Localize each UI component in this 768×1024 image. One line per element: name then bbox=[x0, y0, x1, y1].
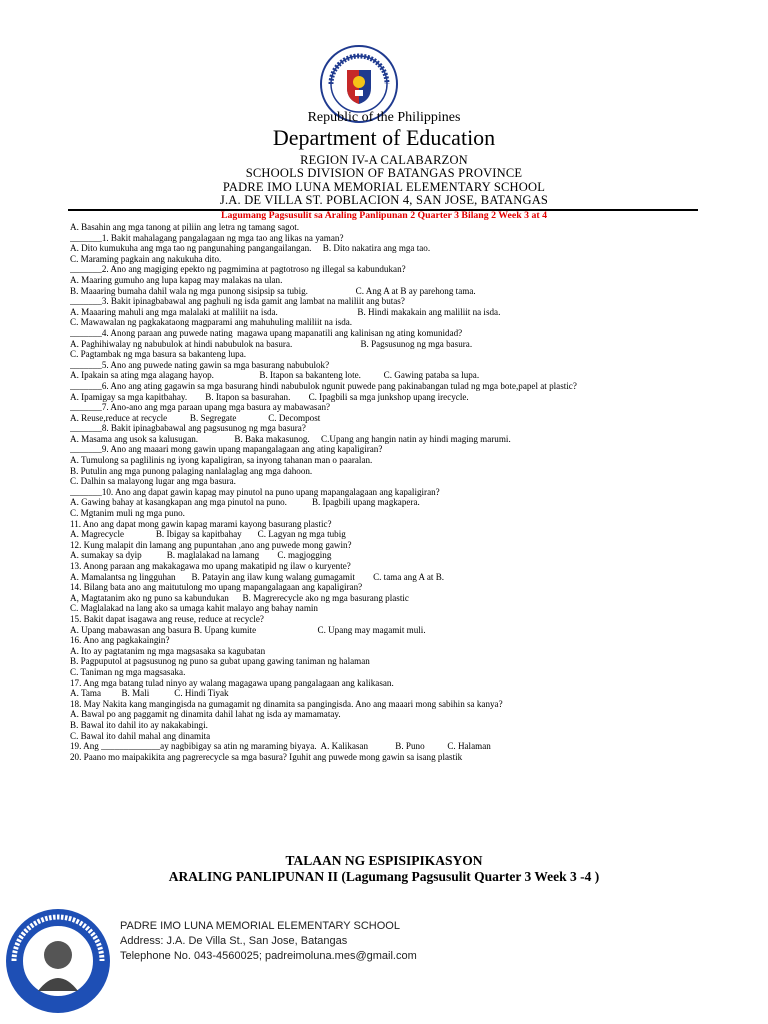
talaan-title: TALAAN NG ESPISIPIKASYON bbox=[285, 853, 483, 868]
quiz-line: A. Basahin ang mga tanong at piliin ang letra ng tamang sagot. bbox=[70, 222, 300, 232]
department-title: Department of Education bbox=[272, 125, 496, 150]
quiz-line: _______9. Ano ang maaari mong gawin upang mapangalagaan ang ating kapaligiran? bbox=[70, 444, 383, 455]
quiz-line: _______3. Bakit ipinagbabawal ang paghuli ng isda gamit ang lambat na maliliit ang butas? bbox=[70, 296, 405, 307]
footer-contact: Telephone No. 043-4560025; padreimoluna.mes@gmail.com bbox=[120, 950, 417, 962]
quiz-line: A. Ipamigay sa mga kapitbahay. B. Itapon sa basurahan. C. Ipagbili sa mga junkshop upang irecycle. bbox=[70, 391, 469, 402]
quiz-line: A. Gawing bahay at kasangkapan ang mga pinutol na puno. B. Ipagbili upang magkapera. bbox=[70, 497, 420, 508]
quiz-line: C. Mgtanim muli ng mga puno. bbox=[70, 508, 185, 519]
quiz-line: _______4. Anong paraan ang puwede nating magawa upang mapanatili ang kalinisan ng ating komunidad? bbox=[70, 327, 463, 338]
quiz-line: C. Maglalakad na lang ako sa umaga kahit malayo ang bahay namin bbox=[70, 603, 318, 614]
quiz-line: 16. Ano ang pagkakaingin? bbox=[70, 635, 170, 646]
quiz-line: B. Maaaring bumaha dahil wala ng mga punong sisipsip sa tubig. C. Ang A at B ay parehong tama. bbox=[70, 285, 476, 296]
quiz-line: C. Taniman ng mga magsasaka. bbox=[70, 666, 186, 677]
quiz-line: _______2. Ano ang magiging epekto ng pagmimina at pagtotroso ng illegal sa kabundukan? bbox=[70, 264, 406, 275]
quiz-line: C. Dalhin sa malayong lugar ang mga basura. bbox=[70, 476, 236, 487]
quiz-line: _______8. Bakit ipinagbabawal ang pagsusunog ng mga basura? bbox=[70, 423, 306, 434]
quiz-line: _______10. Ano ang dapat gawin kapag may pinutol na puno upang mapangalagaan ang kapaligiran? bbox=[70, 486, 440, 497]
quiz-line: A. Mamalantsa ng lingguhan B. Patayin ang ilaw kung walang gumagamit C. tama ang A at B. bbox=[70, 571, 445, 582]
quiz-line: _______1. Bakit mahalagang pangalagaan ng mga tao ang likas na yaman? bbox=[70, 232, 344, 243]
talaan-subtitle: ARALING PANLIPUNAN II (Lagumang Pagsusulit Quarter 3 Week 3 -4 ) bbox=[168, 869, 600, 884]
footer-address: Address: J.A. De Villa St., San Jose, Batangas bbox=[120, 935, 348, 947]
quiz-line: 17. Ang mga batang tulad ninyo ay walang magagawa upang pangalagaan ang kalikasan. bbox=[70, 677, 394, 688]
quiz-title: Lagumang Pagsusulit sa Araling Panlipunan 2 Quarter 3 Bilang 2 Week 3 at 4 bbox=[221, 210, 547, 221]
quiz-line: _______6. Ano ang ating gagawin sa mga basurang hindi nabubulok ngunit puwede pang pakinabangan tulad ng mga bote,papel at plastic? bbox=[70, 380, 577, 391]
quiz-line: C. Bawal ito dahil mahal ang dinamita bbox=[70, 730, 211, 741]
quiz-line: A. Maaring gumuho ang lupa kapag may malakas na ulan. bbox=[70, 274, 283, 285]
quiz-line: 14. Bilang bata ano ang maitutulong mo upang mapangalagaan ang kapaligiran? bbox=[70, 582, 363, 593]
quiz-body bbox=[70, 222, 710, 762]
quiz-line: 19. Ang _____________ay nagbibigay sa atin ng maraming biyaya. A. Kalikasan B. Puno C. Halaman bbox=[70, 741, 491, 752]
quiz-line: _______5. Ano ang puwede nating gawin sa mga basurang nabubulok? bbox=[70, 359, 330, 370]
quiz-line: 12. Kung malapit din lamang ang pupuntahan ,ano ang puwede mong gawin? bbox=[70, 539, 352, 550]
quiz-line: 18. May Nakita kang mangingisda na gumagamit ng dinamita sa pangingisda. Ano ang maaari mong sabihin sa kanya? bbox=[70, 698, 503, 709]
quiz-line: A. Tama B. Mali C. Hindi Tiyak bbox=[70, 688, 229, 699]
quiz-line: 11. Ano ang dapat mong gawin kapag marami kayong basurang plastic? bbox=[70, 518, 332, 529]
quiz-line: A, Magtatanim ako ng puno sa kabundukan B. Magrerecycle ako ng mga basurang plastic bbox=[70, 592, 409, 603]
quiz-line: A. Paghihiwalay ng nabubulok at hindi nabubulok na basura. B. Pagsusunog ng mga basura. bbox=[70, 338, 473, 349]
division-label: SCHOOLS DIVISION OF BATANGAS PROVINCE bbox=[245, 166, 523, 180]
quiz-line: A. Magrecycle B. Ibigay sa kapitbahay C. Lagyan ng mga tubig bbox=[70, 529, 346, 540]
quiz-line: A. Bawal po ang paggamit ng dinamita dahil lahat ng isda ay mamamatay. bbox=[70, 709, 341, 720]
quiz-line: A. Reuse,reduce at recycle B. Segregate C. Decompost bbox=[70, 412, 321, 423]
quiz-line: B. Bawal ito dahil ito ay nakakabingi. bbox=[70, 719, 208, 730]
quiz-line: A. Upang mabawasan ang basura B. Upang kumite C. Upang may magamit muli. bbox=[70, 624, 426, 635]
quiz-line: C. Pagtambak ng mga basura sa bakanteng lupa. bbox=[70, 349, 247, 360]
footer-school-name: PADRE IMO LUNA MEMORIAL ELEMENTARY SCHOOL bbox=[120, 920, 400, 932]
quiz-line: A. Ito ay pagtatanim ng mga magsasaka sa kagubatan bbox=[70, 645, 266, 656]
quiz-line: B. Pagpuputol at pagsusunog ng puno sa gubat upang gawing taniman ng halaman bbox=[70, 656, 370, 667]
quiz-line: B. Putulin ang mga punong palaging nanlalaglag ang mga dahoon. bbox=[70, 465, 313, 476]
quiz-line: 13. Anong paraan ang makakagawa mo upang makatipid ng ilaw o kuryente? bbox=[70, 561, 351, 571]
republic-label: Republic of the Philippines bbox=[307, 110, 461, 125]
quiz-line: A. Tumulong sa paglilinis ng iyong kapaligiran, sa inyong tahanan man o paaralan. bbox=[70, 455, 373, 466]
quiz-line: A. sumakay sa dyip B. maglalakad na lamang C. magjogging bbox=[70, 550, 332, 561]
quiz-line: A. Dito kumukuha ang mga tao ng pangunahing pangangailangan. B. Dito nakatira ang mga tao. bbox=[70, 243, 431, 254]
quiz-line: C. Mawawalan ng pagkakataong magparami ang mahuhuling maliliit na isda. bbox=[70, 317, 353, 328]
quiz-line: A. Maaaring mahuli ang mga malalaki at maliliit na isda. B. Hindi makakain ang maliliit na isda. bbox=[70, 306, 501, 317]
school-name: PADRE IMO LUNA MEMORIAL ELEMENTARY SCHOOL bbox=[222, 180, 546, 194]
quiz-line: 20. Paano mo maipakikita ang pagrerecycle sa mga basura? Iguhit ang puwede mong gawin sa isang plastik bbox=[70, 751, 463, 762]
quiz-line: A. Ipakain sa ating mga alagang hayop. B. Itapon sa bakanteng lote. C. Gawing pataba sa lupa. bbox=[70, 370, 480, 381]
quiz-line: _______7. Ano-ano ang mga paraan upang mga basura ay mabawasan? bbox=[70, 402, 331, 413]
school-seal-logo bbox=[0, 905, 120, 1017]
region-label: REGION IV-A CALABARZON bbox=[300, 153, 468, 167]
quiz-line: A. Masama ang usok sa kalusugan. B. Baka makasunog. C.Upang ang hangin natin ay hindi maging marumi. bbox=[70, 433, 511, 444]
school-address: J.A. DE VILLA ST. POBLACION 4, SAN JOSE, BATANGAS bbox=[219, 193, 549, 207]
quiz-line: 15. Bakit dapat isagawa ang reuse, reduce at recycle? bbox=[70, 613, 264, 624]
quiz-line: C. Maraming pagkain ang nakukuha dito. bbox=[70, 253, 222, 264]
